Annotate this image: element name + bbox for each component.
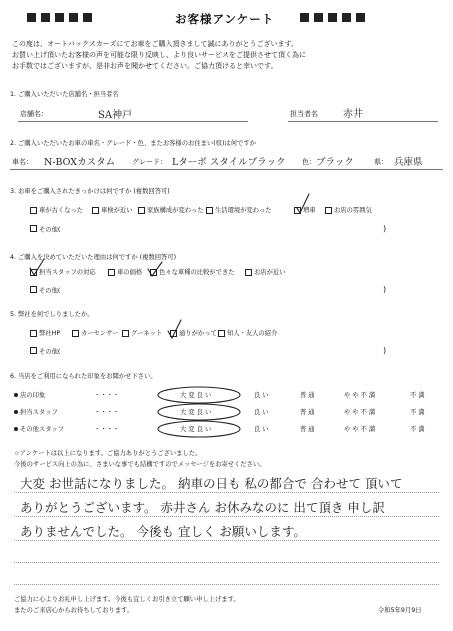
comment-line-3[interactable]: ありませんでした。 今後も 宜しく お願いします。 [20,524,306,539]
q5-option-2[interactable]: グーネット [122,330,162,338]
q6-leader: ・・・・ [94,409,120,416]
q6-choice-slightly-bad[interactable]: やや不満 [344,392,378,399]
q6-row-label: その他スタッフ [20,426,65,433]
q6-label: 6. 当店をご利用になられた印象をお聞かせ下さい。 [10,373,157,380]
q6-leader: ・・・・ [94,426,120,433]
q3-option-5[interactable]: お店の雰囲気 [325,207,372,215]
q6-leader: ・・・・ [94,392,120,399]
q4-option-2[interactable]: 色々な車種の比較ができた [150,269,235,277]
q6-choice-normal[interactable]: 普通 [300,426,317,433]
q5-option-1[interactable]: カーセンサー [72,330,119,338]
q5-option-4[interactable]: 知人・友人の紹介 [218,330,277,338]
q3-option-4[interactable]: 増車 [294,207,316,215]
comment-note-2: 今後のサービス向上の為に、さまいな事でも結構ですのでメッセージをお寄せください。 [14,461,266,468]
q5-other[interactable]: その他( [30,348,60,357]
comment-note-1: ☆アンケートは以上になります。ご協力ありがとうございました。 [14,450,202,457]
q4-option-3[interactable]: お店が近い [245,269,285,277]
intro-line-3: お手数ではございますが、是非お声を聞かせてください。ご協力頂けると幸いです。 [12,62,278,70]
q3-other[interactable]: その他( [30,226,60,235]
comment-line-2[interactable]: ありがとうございます。 赤井さん お休みなのに 出て頂き 申し訳 [20,500,385,515]
q6-choice-great[interactable]: 大変良い [180,409,214,416]
grade-label: グレード： [132,158,167,166]
q2-label: 2. ご購入いただいたお車の車名・グレード・色、またお客様のお住まい(県)は何ですか [10,140,256,147]
car-label: 車名： [12,158,33,166]
q6-choice-normal[interactable]: 普通 [300,392,317,399]
color-label: 色： [302,158,316,166]
staff-value[interactable]: 赤井 [343,109,363,120]
q6-choice-good[interactable]: 良い [254,409,271,416]
q4-option-1[interactable]: 車の価格 [108,269,142,277]
footer-date: 令和5年9月9日 [378,607,422,614]
q3-option-3[interactable]: 生活環境が変わった [206,207,272,215]
store-value[interactable]: SA神戸 [98,110,133,121]
footer-line-2: またのご来店心からお待ちしております。 [14,607,134,614]
q3-option-1[interactable]: 車検が近い [92,207,132,215]
q3-option-2[interactable]: 家族構成が変わった [138,207,204,215]
q6-choice-normal[interactable]: 普通 [300,409,317,416]
footer-line-1: ご協力に心よりお礼申し上げます。今後も宜しくお引き立て願い申し上げます。 [14,596,240,603]
color-value[interactable]: ブラック [316,157,354,168]
pref-label: 県： [374,158,388,166]
grade-value[interactable]: Lターボ スタイルブラック [172,157,286,168]
q5-label: 5. 弊社を何でしりましたか。 [10,311,94,318]
comment-line-1[interactable]: 大変 お世話になりました。 納車の日も 私の都合で 合わせて 頂いて [20,476,403,491]
q6-choice-bad[interactable]: 不満 [410,392,427,399]
q4-other[interactable]: その他( [30,287,60,296]
q6-choice-great[interactable]: 大変良い [180,426,214,433]
car-value[interactable]: N-BOXカスタム [44,157,116,168]
q6-choice-good[interactable]: 良い [254,426,271,433]
store-label: 店舗名： [20,110,48,118]
staff-label: 担当者名 [290,110,318,118]
q3-option-0[interactable]: 車が古くなった [30,207,83,215]
q6-choice-slightly-bad[interactable]: やや不満 [344,426,378,433]
q6-choice-good[interactable]: 良い [254,392,271,399]
q6-choice-great[interactable]: 大変良い [180,392,214,399]
intro-line-2: お買い上げ頂いたお客様の声を可能な限り反映し、より良いサービスをご提供させて頂く為に [12,51,306,59]
q3-label: 3. お車をご購入されたきっかけは何ですか (複数回答可) [10,188,170,195]
q6-choice-bad[interactable]: 不満 [410,409,427,416]
q6-choice-slightly-bad[interactable]: やや不満 [344,409,378,416]
q6-row-label: 店の印象 [20,392,46,399]
q6-choice-bad[interactable]: 不満 [410,426,427,433]
intro-line-1: この度は、オートバックスカーズにてお車をご購入頂きまして誠にありがとうございます。 [12,40,298,48]
q6-row-label: 担当スタッフ [20,409,58,416]
q5-option-0[interactable]: 弊社HP [30,330,60,338]
q5-option-3[interactable]: 通りがかって [170,330,217,338]
q4-option-0[interactable]: 担当スタッフの対応 [30,269,96,277]
q4-label: 4. ご購入を決めていただいた理由は何ですか (複数回答可) [10,254,177,261]
page-title: お客様アンケート [175,12,275,26]
q1-label: 1. ご購入いただいた店舗名・担当者名 [10,91,119,98]
pref-value[interactable]: 兵庫県 [394,157,423,168]
